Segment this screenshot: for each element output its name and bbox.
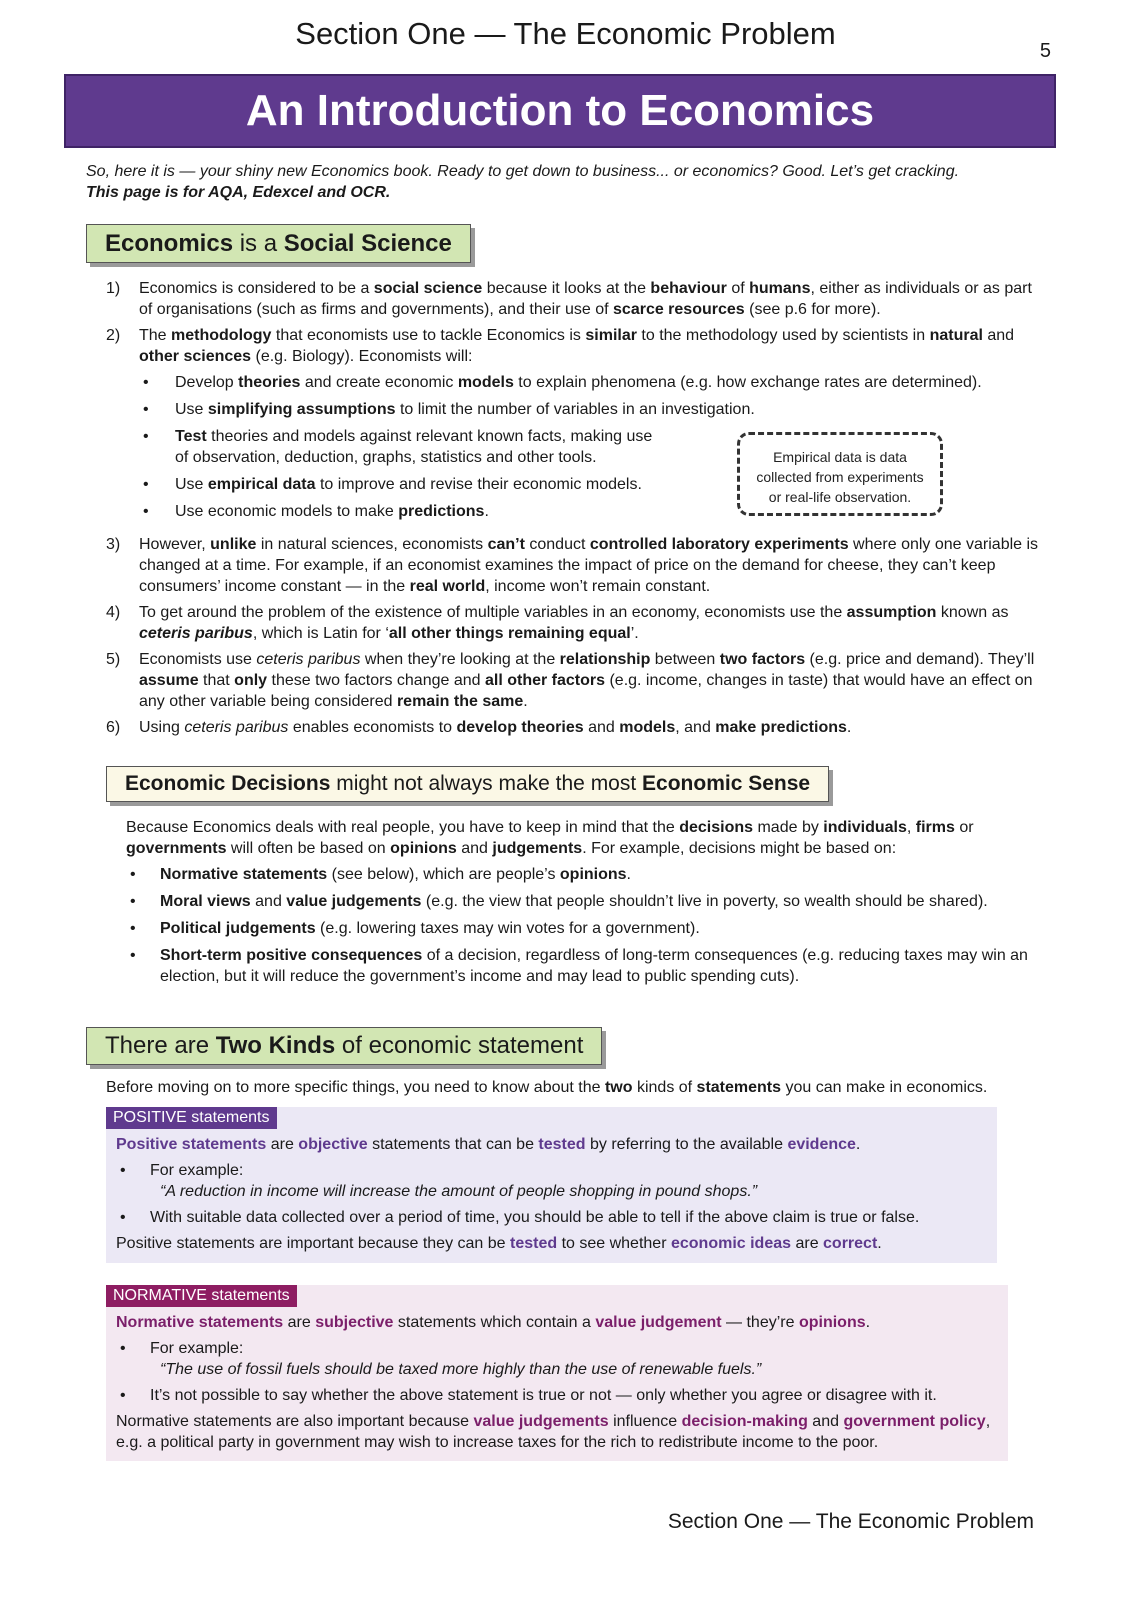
bullet-item: • Develop theories and create economic models to explain phenomena (e.g. how exchange rates are determined). [139,372,1046,393]
page-title: An Introduction to Economics [245,86,875,135]
statements-intro: Before moving on to more specific things, you need to know about the two kinds of statements you can make in economics. [106,1079,988,1096]
section-heading-social-science: Economics is a Social Science [86,224,471,263]
list-item: 1) Economics is considered to be a social science because it looks at the behaviour of humans, either as individuals or as part of organisations (such as firms and governments), and their use of scarce resources (see p.6 for more). [106,280,1032,318]
list-item: 3) However, unlike in natural sciences, economists can’t conduct controlled laboratory experiments where only one variable is changed at a time. For example, if an economist examines the impact of price on the demand for cheese, they can’t keep consumers’ income constant — in the real world, income won’t remain constant. [106,536,1039,595]
bullet-item: • For example: “A reduction in income will increase the amount of people shopping in pound shops.” [116,1160,987,1202]
bullet-item: • Moral views and value judgements (e.g. the view that people shouldn’t live in poverty, so wealth should be shared). [126,891,1046,912]
list-item: 4) To get around the problem of the existence of multiple variables in an economy, economists use the assumption known as ceteris paribus, which is Latin for ‘all other things remaining equal’. [106,604,1009,642]
section-heading-two-kinds: There are Two Kinds of economic statement [86,1027,602,1065]
normative-definition: Normative statements are subjective statements which contain a value judgement — they’re opinions. [116,1314,871,1331]
list-item: 5) Economists use ceteris paribus when they’re looking at the relationship between two factors (e.g. price and demand). They’ll assume that only these two factors change and all other factors (e.g. income, changes in taste) that would have an effect on any other variable being considered remain the same. [106,651,1035,710]
bullet-item: • Short-term positive consequences of a decision, regardless of long-term consequences (e.g. reducing taxes may win an election, but it will reduce the government’s income and may lead to public spending cuts). [126,945,1046,987]
bullet-item: • Use simplifying assumptions to limit the number of variables in an investigation. [139,399,1046,420]
bullet-item: • Use economic models to make predictions. [139,501,1046,522]
list-item: 2) The methodology that economists use to tackle Economics is similar to the methodology used by scientists in natural and other sciences (e.g. Biology). Economists will: • Develop theories and create economic models to explain phenomena (e.g. how exchange rates are determined). • Use simplifying assumptions to limit the number of variables in an investigation. • Test theories and models against relevant known facts, making use of observation, deduction, graphs, statistics and other tools. • Use empirical data to improve and revise their economic models. • Use economic models to make predictions. [106,325,1046,522]
normative-statements-box [106,1285,1008,1461]
intro-exam-boards: This page is for AQA, Edexcel and OCR. [86,184,391,201]
bullet-item: • With suitable data collected over a period of time, you should be able to tell if the above claim is true or false. [116,1207,987,1228]
decisions-body [126,817,1046,993]
positive-summary: Positive statements are important because they can be tested to see whether economic ideas are correct. [116,1235,882,1252]
header-section-title: Section One — The Economic Problem [295,16,836,51]
section-heading-economic-decisions: Economic Decisions might not always make the most Economic Sense [106,766,829,802]
page-title-banner [64,74,1056,148]
intro-line: So, here it is — your shiny new Economics book. Ready to get down to business... or economics? Good. Let’s get cracking. [86,163,960,180]
normative-statements-tag: NORMATIVE statements [106,1285,297,1307]
bullet-item: • Normative statements (see below), which are people’s opinions. [126,864,1046,885]
list-item: 6) Using ceteris paribus enables economists to develop theories and models, and make predictions. [106,719,852,736]
empirical-data-note: Empirical data is data collected from experiments or real-life observation. [737,432,943,516]
bullet-item: • Use empirical data to improve and revise their economic models. [139,474,1046,495]
bullet-item: • Political judgements (e.g. lowering taxes may win votes for a government). [126,918,1046,939]
positive-statements-box [106,1107,997,1263]
page-number: 5 [1039,40,1051,62]
positive-statements-tag: POSITIVE statements [106,1107,277,1129]
bullet-item: • It’s not possible to say whether the above statement is true or not — only whether you agree or disagree with it. [116,1385,998,1406]
intro-text [86,161,1046,203]
decisions-bullets [126,864,1046,987]
bullet-item: • For example: “The use of fossil fuels should be taxed more highly than the use of renewable fuels.” [116,1338,998,1380]
footer-section-title: Section One — The Economic Problem [667,1510,1034,1533]
normative-summary: Normative statements are also important because value judgements influence decision-making and government policy, e.g. a political party in government may wish to increase taxes for the rich to redistribute income to the poor. [116,1413,991,1451]
bullet-item: • Test theories and models against relevant known facts, making use of observation, deduction, graphs, statistics and other tools. [139,426,1046,468]
positive-definition: Positive statements are objective statements that can be tested by referring to the available evidence. [116,1136,861,1153]
decisions-intro: Because Economics deals with real people, you have to keep in mind that the decisions made by individuals, firms or governments will often be based on opinions and judgements. For example, decisions might be based on: [126,819,974,857]
